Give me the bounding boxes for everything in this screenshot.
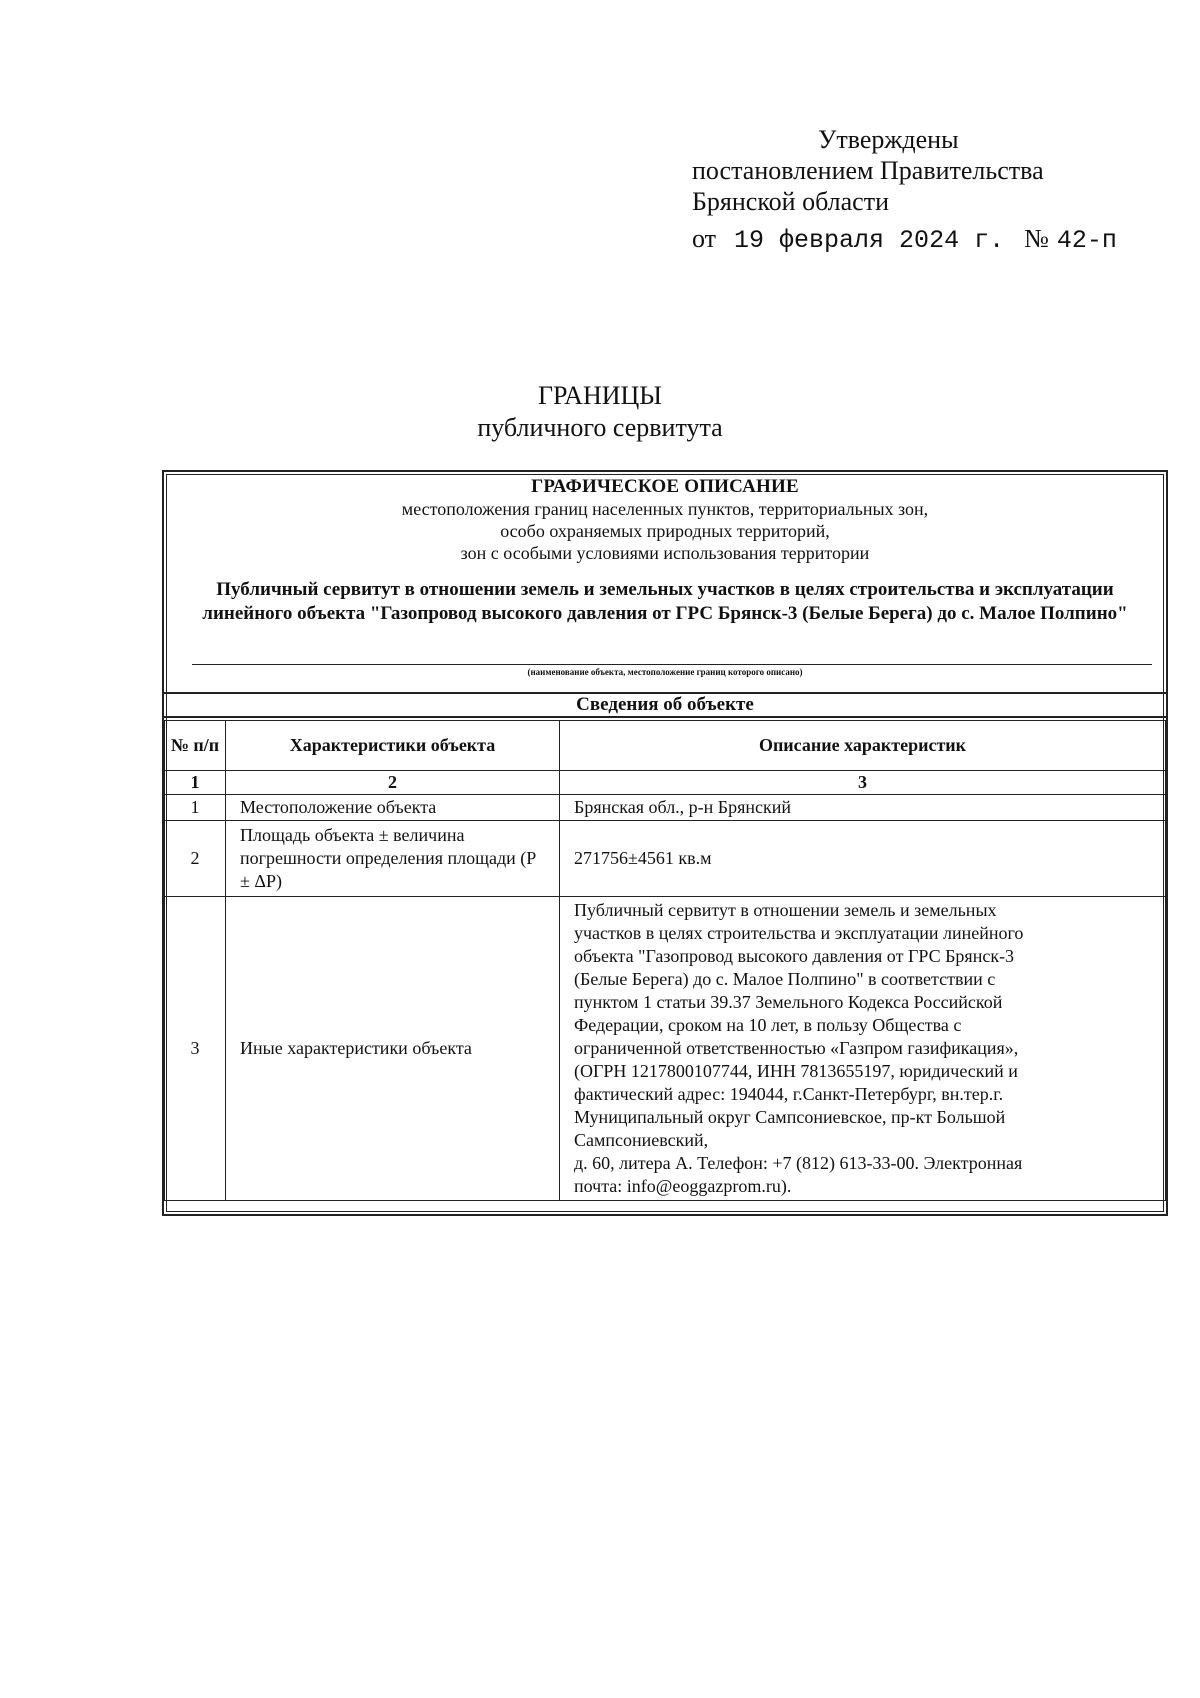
description-line: ограниченной ответственностью «Газпром газификация», <box>574 1038 1019 1058</box>
object-name-underline <box>192 664 1152 665</box>
row-number: 2 <box>165 821 226 897</box>
header-characteristic: Характеристики объекта <box>226 721 560 771</box>
form-subline-3: зон с особыми условиями использования территории <box>460 543 870 563</box>
row-description <box>560 897 1166 1201</box>
table-header-row <box>165 721 1166 771</box>
approval-number: 42-п <box>1056 226 1117 255</box>
description-line: пунктом 1 статьи 39.37 Земельного Кодекса Российской <box>574 992 1003 1012</box>
description-line: д. 60, литера А. Телефон: +7 (812) 613-33-00. Электронная <box>574 1153 1023 1173</box>
form-heading: ГРАФИЧЕСКОЕ ОПИСАНИЕ <box>531 476 799 497</box>
form-subline-2: особо охраняемых природных территорий, <box>500 521 830 541</box>
column-number-1: 1 <box>165 771 226 795</box>
table-row <box>165 821 1166 897</box>
row-number: 3 <box>165 897 226 1201</box>
approval-date-prefix: от <box>692 224 717 253</box>
header-description: Описание характеристик <box>560 721 1166 771</box>
form-header <box>164 472 1166 692</box>
column-number-2: 2 <box>226 771 560 795</box>
approval-line-2: постановлением Правительства <box>692 156 1044 185</box>
row-number: 1 <box>165 795 226 821</box>
table-row <box>165 795 1166 821</box>
column-number-3: 3 <box>560 771 1166 795</box>
approval-date: 19 февраля 2024 г. <box>734 226 1005 255</box>
approval-date-line <box>692 223 1117 256</box>
object-name: Публичный сервитут в отношении земель и земельных участков в целях строительства и эксплуатации линейного объекта "Газопровод высокого давления от ГРС Брянск-3 (Белые Берега) до с. Малое Полпино" <box>202 579 1128 624</box>
description-line: (Белые Берега) до с. Малое Полпино" в соответствии с <box>574 969 996 989</box>
description-line: Публичный сервитут в отношении земель и земельных <box>574 900 997 920</box>
column-number-row <box>165 771 1166 795</box>
row-characteristic: Площадь объекта ± величина погрешности определения площади (Р ± ΔР) <box>226 821 560 897</box>
document-title-sub: публичного сервитута <box>477 413 723 442</box>
document-title <box>0 380 1200 444</box>
row-characteristic: Иные характеристики объекта <box>226 897 560 1201</box>
description-line: Федерации, сроком на 10 лет, в пользу Общества с <box>574 1015 962 1035</box>
approval-number-sign: № <box>1024 224 1049 253</box>
approval-line-3: Брянской области <box>692 187 889 216</box>
description-line: (ОГРН 1217800107744, ИНН 7813655197, юридический и <box>574 1061 1018 1081</box>
row-description: 271756±4561 кв.м <box>560 821 1166 897</box>
description-line: объекта "Газопровод высокого давления от ГРС Брянск-3 <box>574 946 1015 966</box>
description-line: Сампсониевский, <box>574 1130 709 1150</box>
row-characteristic: Местоположение объекта <box>226 795 560 821</box>
approval-block <box>692 124 1117 256</box>
graphic-description-form <box>162 470 1168 1216</box>
table-row <box>165 897 1166 1201</box>
header-number: № п/п <box>165 721 226 771</box>
description-line: фактический адрес: 194044, г.Санкт-Петербург, вн.тер.г. <box>574 1084 1004 1104</box>
description-line: участков в целях строительства и эксплуатации линейного <box>574 923 1024 943</box>
description-line: почта: info@eoggazprom.ru). <box>574 1176 792 1196</box>
object-attributes-table <box>164 720 1166 1201</box>
section-title: Сведения об объекте <box>164 692 1166 718</box>
approval-line-1: Утверждены <box>818 125 959 154</box>
document-title-main: ГРАНИЦЫ <box>538 381 662 410</box>
form-subline-1: местоположения границ населенных пунктов, территориальных зон, <box>401 499 929 519</box>
description-line: Муниципальный округ Сампсониевское, пр-кт Большой <box>574 1107 1006 1127</box>
row-description: Брянская обл., р-н Брянский <box>560 795 1166 821</box>
object-name-caption: (наименование объекта, местоположение границ которого описано) <box>527 667 803 677</box>
